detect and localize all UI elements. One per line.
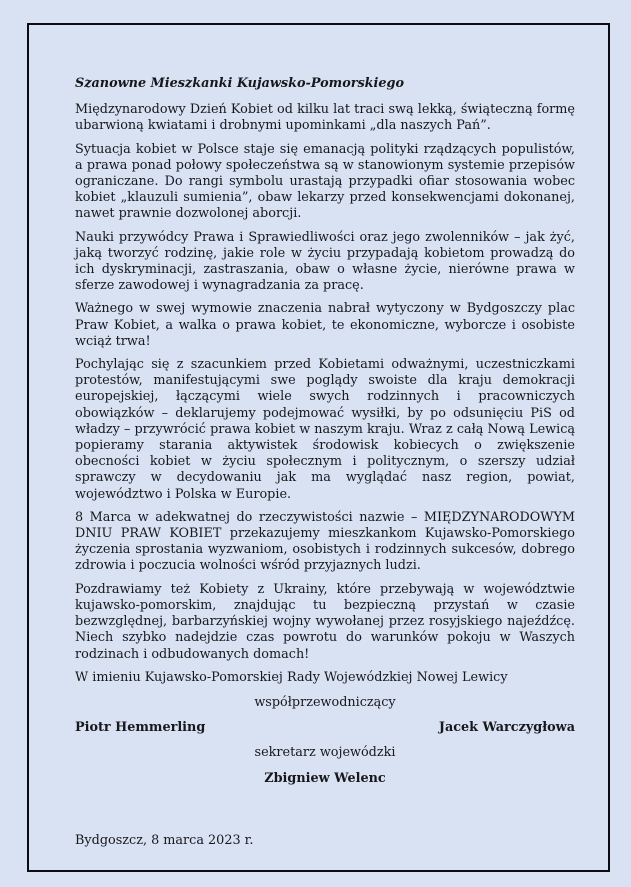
page-border — [27, 23, 610, 872]
letter-content — [75, 76, 575, 849]
signatory-secretary: Zbigniew Welenc — [264, 770, 386, 786]
letter-paragraph-4: Ważnego w swej wymowie znaczenia nabrał wytyczony w Bydgoszczy plac Praw Kobiet, a walka o prawa kobiet, te ekonomiczne, wyborcze i osobiste wciąż trwa! — [75, 301, 575, 349]
closing-signatories — [75, 720, 575, 736]
letter-paragraph-5: Pochylając się z szacunkiem przed Kobietami odważnymi, uczestniczkami protestów, manifestującymi swe poglądy swoiste dla kraju demokracji europejskiej, łączącymi wiele swych rodzinnych i pracowniczych obowiązków – deklarujemy podejmować wysiłki, by po odsunięciu PiS od władzy – przywrócić prawa kobiet w naszym kraju. Wraz z całą Nową Lewicą popieramy starania aktywistek środowisk kobiecych o zwiększenie obecności kobiet w życiu społecznym i politycznym, o szerszy udział sprawczy w decydowaniu jak ma wyglądać nasz region, powiat, województwo i Polska w Europie. — [75, 357, 575, 502]
letter-paragraph-1: Międzynarodowy Dzień Kobiet od kilku lat traci swą lekką, świąteczną formę ubarwioną kwiatami i drobnymi upominkami „dla naszych Pań”. — [75, 102, 575, 134]
letter-paragraph-6: 8 Marca w adekwatnej do rzeczywistości nazwie – MIĘDZYNARODOWYM DNIU PRAW KOBIET przekazujemy mieszkankom Kujawsko-Pomorskiego życzenia sprostania wyzwaniom, osobistych i rodzinnych sukcesów, dobrego zdrowia i poczucia wolności wśród przyjaznych ludzi. — [75, 509, 575, 574]
closing-on-behalf: W imieniu Kujawsko-Pomorskiej Rady Wojewódzkiej Nowej Lewicy — [75, 669, 508, 685]
signatory-cochair-right: Jacek Warczygłowa — [438, 720, 575, 736]
dateline: Bydgoszcz, 8 marca 2023 r. — [75, 832, 254, 848]
closing-secretary-title: sekretarz wojewódzki — [254, 745, 396, 761]
letter-paragraph-2: Sytuacja kobiet w Polsce staje się emanacją polityki rządzących populistów, a prawa ponad połowy społeczeństwa są w stanowionym systemie przepisów ograniczane. Do rangi symbolu urastają przypadki ofiar stosowania wobec kobiet „klauzuli sumienia”, obaw lekarzy przed konsekwencjami dokonanej, nawet prawnie dozwolonej aborcji. — [75, 141, 575, 222]
closing-cochair-title: współprzewodniczący — [254, 694, 396, 710]
letter-paragraph-7: Pozdrawiamy też Kobiety z Ukrainy, które przebywają w województwie kujawsko-pomorskim, znajdując tu bezpieczną przystań w czasie bezwzględnej, barbarzyńskiej wojny wywołanej przez rosyjskiego najeźdźcę. Niech szybko nadejdzie czas powrotu do warunków pokoju w Waszych rodzinach i odbudowanych domach! — [75, 581, 575, 662]
signatory-cochair-left: Piotr Hemmerling — [75, 720, 206, 736]
letter-paragraph-3: Nauki przywódcy Prawa i Sprawiedliwości oraz jego zwolenników – jak żyć, jaką tworzyć rodzinę, jakie role w życiu przypadają kobietom prowadzą do ich dyskryminacji, zastraszania, obaw o własne życie, nierówne prawa w sferze zawodowej i wynagradzania za pracę. — [75, 229, 575, 294]
salutation: Szanowne Mieszkanki Kujawsko-Pomorskiego — [75, 76, 405, 91]
